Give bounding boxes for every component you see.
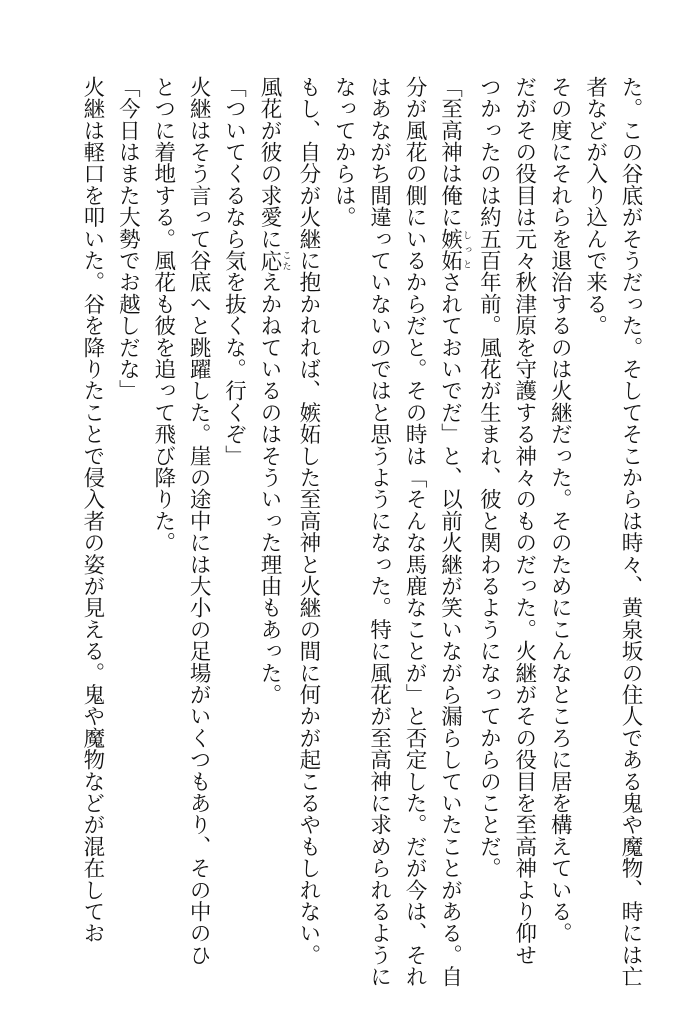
ruby-kota-base: 応: [256, 249, 282, 272]
ruby-shitto: [437, 227, 471, 272]
text-line-5: つかったのは約五百年前。風花が生まれ、彼と関わるようになってからのことだ。: [476, 76, 502, 879]
text-line-15: 「今日はまた大勢でお越しだな」: [115, 76, 141, 402]
text-line-6: [432, 76, 471, 988]
text-line-7: 分が風花の側にいるからだと。その時は「そんな馬鹿なことが」と否定した。だが今は、それ: [402, 76, 428, 988]
text-line-11-start: 風花が彼の求愛に: [256, 76, 282, 250]
text-line-14: とつに着地する。風花も彼を追って飛び降りた。: [150, 76, 176, 554]
text-line-4: だがその役目は元々秋津原を守護する神々のものだった。火継がその役目を至高神より仰せ: [511, 76, 537, 966]
text-line-16: 火継は軽口を叩いた。谷を降りたことで侵入者の姿が見える。鬼や魔物などが混在してお: [79, 76, 105, 944]
text-line-10: もし、自分が火継に抱かれれば、嫉妬した至高神と火継の間に何かが起こるやもしれない。: [295, 76, 321, 966]
text-line-1: た。この谷底がそうだった。そしてそこからは時々、黄泉坂の住人である鬼や魔物、時には亡: [618, 76, 643, 988]
text-line-2: 者などが入り込んで来る。: [582, 76, 608, 337]
ruby-kota-reading: こた: [280, 249, 291, 272]
ruby-kota: [256, 249, 291, 272]
text-line-3: その度にそれらを退治するのは火継だった。そのためにこんなところに居を構えている。: [547, 76, 573, 944]
text-line-9: なってからは。: [331, 76, 357, 228]
text-line-13: 火継はそう言って谷底へと跳躍した。崖の途中には大小の足場がいくつもあり、その中のひ: [186, 76, 212, 966]
vertical-text-body: [48, 76, 648, 988]
text-line-8: はあながち間違っていないのではと思うようになった。特に風花が至高神に求められるように: [366, 76, 392, 988]
text-line-6-end: されておいでだ」と、以前火継が笑いながら漏らしていたことがある。自: [437, 271, 463, 988]
ruby-shitto-reading: しっと: [460, 227, 471, 272]
text-line-12: 「ついてくるなら気を抜くな。行くぞ」: [221, 76, 247, 467]
text-line-6-start: 「至高神は俺に: [437, 76, 463, 228]
text-line-11: [252, 76, 291, 956]
text-line-11-end: えかねているのはそういった理由もあった。: [256, 271, 282, 706]
ruby-shitto-base: 嫉妬: [437, 227, 463, 272]
